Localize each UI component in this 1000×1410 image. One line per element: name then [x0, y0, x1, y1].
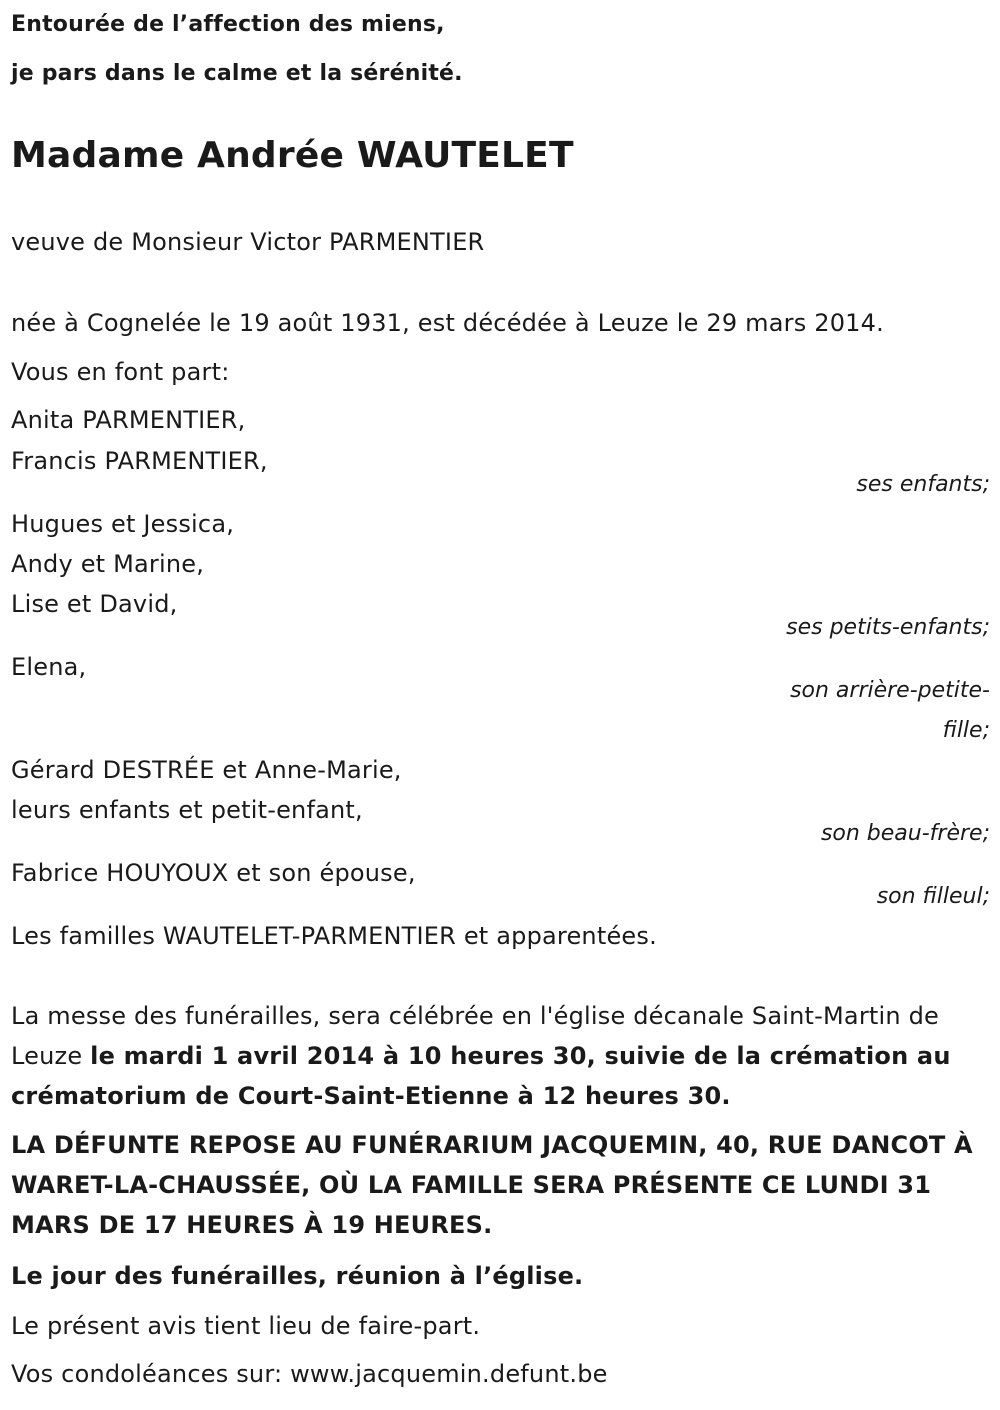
- dates-line: née à Cognelée le 19 août 1931, est décédée à Leuze le 29 mars 2014.: [11, 309, 884, 337]
- brother-in-law-name: Gérard DESTRÉE et Anne-Marie,: [11, 756, 402, 784]
- notice-line: Le présent avis tient lieu de faire-part.: [11, 1312, 481, 1340]
- deceased-name: Madame Andrée WAUTELET: [11, 135, 574, 176]
- ceremony-details: le mardi 1 avril 2014 à 10 heures 30, suivie de la crémation au crématorium de Court-Saint-Etienne à 12 heures 30.: [11, 1042, 951, 1110]
- grandchild-name: Lise et David,: [11, 590, 178, 618]
- intro-line-2: je pars dans le calme et la sérénité.: [11, 61, 463, 86]
- announcement-line: Vous en font part:: [11, 358, 230, 386]
- relation-great-granddaughter-2: fille;: [942, 718, 990, 743]
- grandchild-name: Hugues et Jessica,: [11, 510, 235, 538]
- intro-line-1: Entourée de l’affection des miens,: [11, 12, 445, 37]
- relation-children: ses enfants;: [856, 472, 990, 497]
- spouse-line: veuve de Monsieur Victor PARMENTIER: [11, 228, 485, 256]
- brother-in-law-family: leurs enfants et petit-enfant,: [11, 796, 363, 824]
- relation-grandchildren: ses petits-enfants;: [786, 615, 990, 640]
- relation-great-granddaughter-1: son arrière-petite-: [790, 678, 990, 703]
- families-line: Les familles WAUTELET-PARMENTIER et apparentées.: [11, 922, 657, 950]
- child-name: Anita PARMENTIER,: [11, 406, 246, 434]
- godson-name: Fabrice HOUYOUX et son épouse,: [11, 859, 416, 887]
- child-name: Francis PARMENTIER,: [11, 447, 268, 475]
- funerarium-paragraph: LA DÉFUNTE REPOSE AU FUNÉRARIUM JACQUEMIN, 40, RUE DANCOT À WARET-LA-CHAUSSÉE, OÙ LA FAMILLE SERA PRÉSENTE CE LUNDI 31 MARS DE 17 HEURES À 19 HEURES.: [11, 1131, 973, 1239]
- great-granddaughter-name: Elena,: [11, 653, 87, 681]
- meeting-line: Le jour des funérailles, réunion à l’église.: [11, 1262, 584, 1290]
- ceremony-intro: La messe des funérailles, sera célébrée en l'église décanale Saint-Martin de Leuze: [11, 1002, 940, 1070]
- relation-brother-in-law: son beau-frère;: [820, 821, 990, 846]
- condolences-line: Vos condoléances sur: www.jacquemin.defunt.be: [11, 1360, 608, 1388]
- relation-godson: son filleul;: [876, 884, 990, 909]
- ceremony-paragraph: [11, 996, 986, 1116]
- grandchild-name: Andy et Marine,: [11, 550, 205, 578]
